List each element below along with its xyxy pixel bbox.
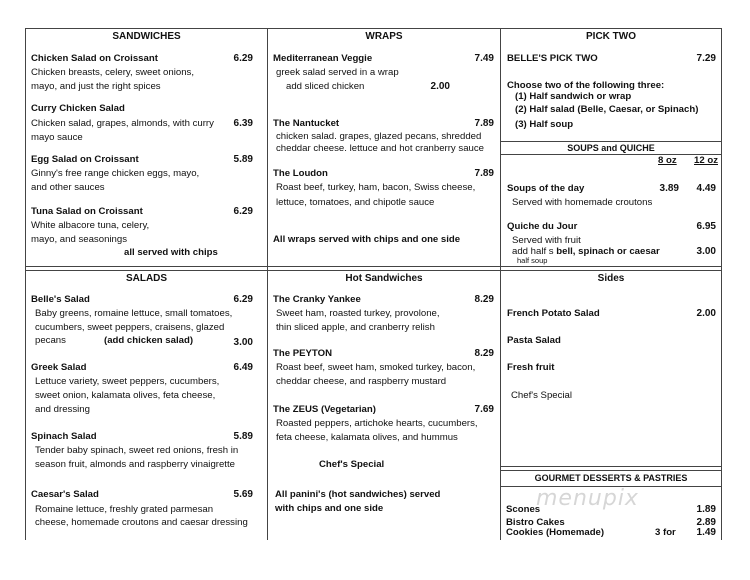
menu-item-price: 3.89 (659, 183, 679, 194)
grid-line (25, 266, 722, 267)
menu-item-addon-price: 3.00 (696, 246, 716, 257)
menu-item-desc: cheese, homemade croutons and caesar dressing (35, 517, 248, 528)
menu-item-desc: thin sliced apple, and cranberry relish (276, 322, 435, 333)
pick-two-option: (2) Half salad (Belle, Caesar, or Spinach) (515, 104, 699, 115)
menu-item-price: 7.89 (474, 118, 494, 129)
menu-item-desc: pecans (35, 335, 66, 346)
menu-item-addon-price: 3.00 (233, 337, 253, 348)
menu-item-price: 7.29 (696, 53, 716, 64)
menu-item-addon: add sliced chicken (286, 81, 365, 92)
menu-item-price: 6.49 (233, 362, 253, 373)
menu-item-name: Caesar's Salad (31, 489, 99, 500)
menu-item-name: Egg Salad on Croissant (31, 154, 139, 165)
menu-item-desc: Roast beef, turkey, ham, bacon, Swiss cheese, (276, 182, 476, 193)
menu-item-name: The ZEUS (Vegetarian) (273, 404, 376, 415)
menu-item-name: Bistro Cakes (506, 517, 565, 528)
menu-item-price: 5.89 (233, 154, 253, 165)
menu-item-desc: sweet onion, kalamata olives, feta cheese, (35, 390, 216, 401)
menu-item-name: French Potato Salad (507, 308, 600, 319)
menu-item-name: Fresh fruit (507, 362, 555, 373)
section-header-salads: SALADS (26, 271, 267, 286)
menu-item-desc: Chicken salad, grapes, almonds, with curry (31, 118, 214, 129)
menu-item-name: Scones (506, 504, 541, 515)
grid-line (500, 154, 722, 155)
grid-line (500, 466, 722, 467)
addon-text: add half s (512, 246, 557, 257)
menu-item-desc: and other sauces (31, 182, 105, 193)
pick-two-option: (1) Half sandwich or wrap (515, 91, 632, 102)
menu-item-name: Spinach Salad (31, 431, 97, 442)
menu-item-desc: Sweet ham, roasted turkey, provolone, (276, 308, 440, 319)
menu-item-addon-price: 2.00 (430, 81, 450, 92)
menu-item-desc: Chicken breasts, celery, sweet onions, (31, 67, 194, 78)
menu-item-name: The Cranky Yankee (273, 294, 361, 305)
menu-item-desc: Roasted peppers, artichoke hearts, cucumbers, (276, 418, 478, 429)
menu-item-price: 7.49 (474, 53, 494, 64)
menu-item-price: 6.95 (696, 221, 716, 232)
menu-item-name: Greek Salad (31, 362, 87, 373)
menu-item-desc: Roast beef, sweet ham, smoked turkey, bacon, (276, 362, 476, 373)
menu-item-price: 1.89 (696, 504, 716, 515)
menu-item-name: The Nantucket (273, 118, 340, 129)
menu-item-price: 8.29 (474, 348, 494, 359)
menu-item-addon: (add chicken salad) (104, 335, 194, 346)
menu-item-desc: cheddar cheese, and raspberry mustard (276, 376, 447, 387)
menu-item-name: BELLE'S PICK TWO (507, 53, 598, 64)
menu-item-quantity: 3 for (655, 527, 676, 538)
section-footer: with chips and one side (275, 503, 384, 514)
menu-item-price: 6.29 (233, 294, 253, 305)
menu-item-desc: White albacore tuna, celery, (31, 220, 150, 231)
menu-item-price: 5.69 (233, 489, 253, 500)
pick-two-option: (3) Half soup (515, 119, 574, 130)
menu-item-price: 6.29 (233, 206, 253, 217)
section-footer: All panini's (hot sandwiches) served (275, 489, 441, 500)
menu-item-desc: lettuce, tomatoes, and chipotle sauce (276, 197, 435, 208)
menu-item-name: Curry Chicken Salad (31, 103, 125, 114)
menu-item-name: Soups of the day (507, 183, 585, 194)
menu-item-desc: season fruit, almonds and raspberry vinaigrette (35, 459, 235, 470)
section-footer: all served with chips (124, 247, 218, 258)
menu-item-desc: feta cheese, kalamata olives, and hummus (276, 432, 458, 443)
menu-item-price: 5.89 (233, 431, 253, 442)
menu-item-desc: Served with fruit (512, 235, 581, 246)
grid-line (721, 28, 722, 540)
menu-item-price: 6.29 (233, 53, 253, 64)
menu-item-desc: greek salad served in a wrap (276, 67, 399, 78)
section-header-wraps: WRAPS (268, 29, 500, 44)
menu-item-desc: Romaine lettuce, freshly grated parmesan (35, 504, 214, 515)
menu-item-name: Belle's Salad (31, 294, 90, 305)
menu-item-name: Tuna Salad on Croissant (31, 206, 143, 217)
menu-item-desc: Ginny's free range chicken eggs, mayo, (31, 168, 200, 179)
menu-item-addon-note: half soup (517, 256, 548, 265)
menu-item-desc: Tender baby spinach, sweet red onions, fresh in (35, 445, 239, 456)
menu-item-price: 1.49 (696, 527, 716, 538)
section-header-hot-sandwiches: Hot Sandwiches (268, 271, 500, 286)
menu-item-name: Cookies (Homemade) (506, 527, 605, 538)
menu-item-name: Pasta Salad (507, 335, 561, 346)
menu-item-desc: mayo sauce (31, 132, 83, 143)
menu-item-desc: and dressing (35, 404, 90, 415)
menu-item-name: Chef's Special (511, 390, 573, 401)
menu-item-desc: Baby greens, romaine lettuce, small tomatoes, (35, 308, 233, 319)
chefs-special: Chef's Special (319, 459, 385, 470)
section-header-pick-two: PICK TWO (501, 29, 721, 44)
section-header-desserts: GOURMET DESSERTS & PASTRIES (501, 471, 721, 486)
menu-item-desc: chicken salad. grapes, glazed pecans, shredded (276, 131, 482, 142)
pick-two-intro: Choose two of the following three: (507, 80, 665, 91)
menu-item-name: Quiche du Jour (507, 221, 578, 232)
menu-item-desc: Served with homemade croutons (512, 197, 653, 208)
menu-item-name: The PEYTON (273, 348, 332, 359)
menu-item-price: 4.49 (696, 183, 716, 194)
watermark-logo: menupix (536, 486, 639, 511)
menu-item-desc: mayo, and seasonings (31, 234, 127, 245)
soup-size-12oz: 12 oz (694, 155, 718, 166)
section-header-soups-quiche: SOUPS and QUICHE (501, 142, 721, 154)
menu-item-desc: mayo, and just the right spices (31, 81, 161, 92)
menu-item-price: 7.69 (474, 404, 494, 415)
addon-text-bold: bell, spinach or caesar (556, 246, 660, 257)
menu-item-price: 7.89 (474, 168, 494, 179)
menu-item-desc: Lettuce variety, sweet peppers, cucumbers, (35, 376, 220, 387)
section-header-sandwiches: SANDWICHES (26, 29, 267, 44)
soup-size-8oz: 8 oz (658, 155, 677, 166)
menu-item-desc: cucumbers, sweet peppers, craisens, glazed (35, 322, 225, 333)
menu-item-name: Chicken Salad on Croissant (31, 53, 158, 64)
menu-item-name: Mediterranean Veggie (273, 53, 373, 64)
section-footer: All wraps served with chips and one side (273, 234, 461, 245)
menu-item-price: 8.29 (474, 294, 494, 305)
section-header-sides: Sides (501, 271, 721, 286)
menu-item-price: 6.39 (233, 118, 253, 129)
menu-item-price: 2.00 (696, 308, 716, 319)
menu-item-price: 2.89 (696, 517, 716, 528)
menu-item-name: The Loudon (273, 168, 328, 179)
menu-item-desc: cheddar cheese. lettuce and hot cranberry sauce (276, 143, 484, 154)
